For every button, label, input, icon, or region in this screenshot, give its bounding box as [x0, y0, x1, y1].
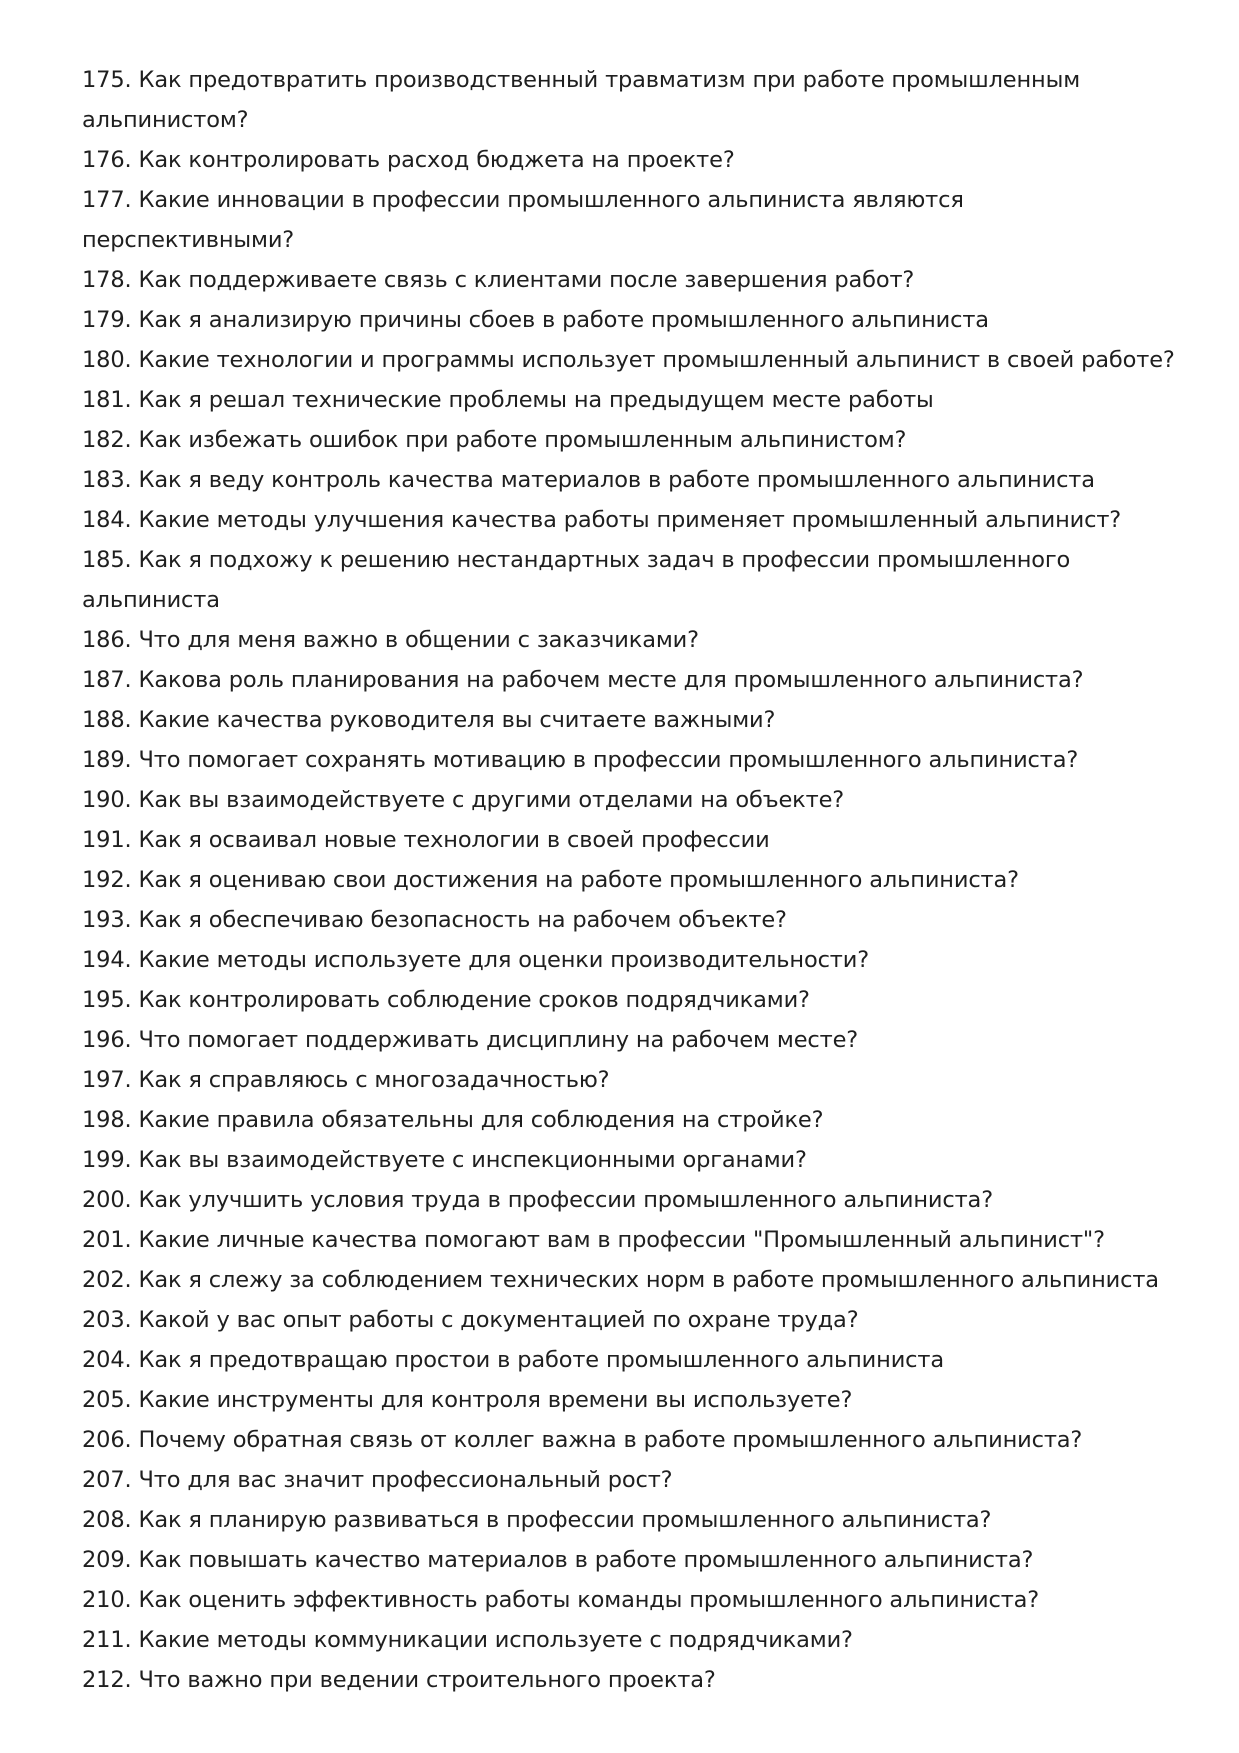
item-text: Как я планирую развиваться в профессии промышленного альпиниста?: [138, 1507, 992, 1533]
item-number: 197.: [82, 1067, 132, 1093]
item-text: Как улучшить условия труда в профессии промышленного альпиниста?: [138, 1187, 993, 1213]
list-item: [82, 660, 1182, 700]
item-number: 206.: [82, 1427, 132, 1453]
item-number: 196.: [82, 1027, 132, 1053]
list-item: [82, 1540, 1182, 1580]
list-item: [82, 980, 1182, 1020]
item-number: 194.: [82, 947, 132, 973]
item-text: Какие методы используете для оценки производительности?: [138, 947, 870, 973]
list-item: [82, 620, 1182, 660]
item-number: 203.: [82, 1307, 132, 1333]
item-text: Что для вас значит профессиональный рост?: [138, 1467, 673, 1493]
item-text: Как поддерживаете связь с клиентами после завершения работ?: [138, 267, 915, 293]
item-number: 209.: [82, 1547, 132, 1573]
item-text: Что помогает поддерживать дисциплину на рабочем месте?: [138, 1027, 859, 1053]
list-item: [82, 140, 1182, 180]
item-number: 183.: [82, 467, 132, 493]
list-item: [82, 1420, 1182, 1460]
list-item: [82, 940, 1182, 980]
item-text: Какие методы коммуникации используете с подрядчиками?: [138, 1627, 853, 1653]
item-text: Как контролировать соблюдение сроков подрядчиками?: [138, 987, 810, 1013]
item-text: Как я слежу за соблюдением технических норм в работе промышленного альпиниста: [138, 1267, 1159, 1293]
item-number: 195.: [82, 987, 132, 1013]
item-text: Как я оцениваю свои достижения на работе промышленного альпиниста?: [138, 867, 1019, 893]
list-item: [82, 1100, 1182, 1140]
item-text: Как я осваивал новые технологии в своей профессии: [138, 827, 770, 853]
list-item: [82, 1140, 1182, 1180]
item-text: Как я предотвращаю простои в работе промышленного альпиниста: [138, 1347, 944, 1373]
list-item: [82, 1460, 1182, 1500]
list-item: [82, 740, 1182, 780]
item-text: Какие правила обязательны для соблюдения на стройке?: [138, 1107, 824, 1133]
item-number: 193.: [82, 907, 132, 933]
list-item: [82, 860, 1182, 900]
item-text: Как избежать ошибок при работе промышленным альпинистом?: [138, 427, 907, 453]
item-number: 192.: [82, 867, 132, 893]
item-number: 185.: [82, 547, 132, 573]
item-text: Как вы взаимодействуете с инспекционными органами?: [138, 1147, 807, 1173]
item-text: Как я решал технические проблемы на предыдущем месте работы: [138, 387, 934, 413]
list-item: [82, 1660, 1182, 1700]
list-item: [82, 1500, 1182, 1540]
item-text: Что важно при ведении строительного проекта?: [138, 1667, 716, 1693]
item-text: Как я обеспечиваю безопасность на рабочем объекте?: [138, 907, 787, 933]
question-list: [82, 60, 1182, 1700]
item-text: Что помогает сохранять мотивацию в профессии промышленного альпиниста?: [138, 747, 1079, 773]
item-text: Как контролировать расход бюджета на проекте?: [138, 147, 735, 173]
item-number: 186.: [82, 627, 132, 653]
list-item: [82, 60, 1182, 140]
list-item: [82, 820, 1182, 860]
list-item: [82, 340, 1182, 380]
item-text: Как вы взаимодействуете с другими отделами на объекте?: [138, 787, 845, 813]
item-number: 201.: [82, 1227, 132, 1253]
item-text: Какой у вас опыт работы с документацией по охране труда?: [138, 1307, 859, 1333]
list-item: [82, 900, 1182, 940]
list-item: [82, 500, 1182, 540]
item-number: 177.: [82, 187, 132, 213]
item-text: Как повышать качество материалов в работе промышленного альпиниста?: [138, 1547, 1034, 1573]
item-number: 198.: [82, 1107, 132, 1133]
list-item: [82, 1580, 1182, 1620]
item-text: Как я подхожу к решению нестандартных задач в профессии промышленного альпиниста: [82, 547, 1071, 613]
item-number: 205.: [82, 1387, 132, 1413]
item-text: Как я анализирую причины сбоев в работе промышленного альпиниста: [138, 307, 989, 333]
item-number: 204.: [82, 1347, 132, 1373]
item-text: Какие инструменты для контроля времени вы используете?: [138, 1387, 853, 1413]
item-number: 200.: [82, 1187, 132, 1213]
item-number: 175.: [82, 67, 132, 93]
item-text: Почему обратная связь от коллег важна в работе промышленного альпиниста?: [138, 1427, 1083, 1453]
list-item: [82, 1340, 1182, 1380]
item-text: Какие методы улучшения качества работы применяет промышленный альпинист?: [138, 507, 1122, 533]
item-text: Как предотвратить производственный травматизм при работе промышленным альпинистом?: [82, 67, 1081, 133]
item-number: 191.: [82, 827, 132, 853]
item-number: 180.: [82, 347, 132, 373]
list-item: [82, 460, 1182, 500]
list-item: [82, 260, 1182, 300]
item-number: 181.: [82, 387, 132, 413]
item-text: Какие инновации в профессии промышленного альпиниста являются перспективными?: [82, 187, 964, 253]
item-text: Какие личные качества помогают вам в профессии "Промышленный альпинист"?: [138, 1227, 1105, 1253]
list-item: [82, 540, 1182, 620]
item-text: Какие качества руководителя вы считаете важными?: [138, 707, 776, 733]
item-number: 189.: [82, 747, 132, 773]
item-number: 202.: [82, 1267, 132, 1293]
list-item: [82, 300, 1182, 340]
item-text: Какие технологии и программы использует промышленный альпинист в своей работе?: [138, 347, 1175, 373]
item-number: 212.: [82, 1667, 132, 1693]
item-number: 182.: [82, 427, 132, 453]
item-number: 211.: [82, 1627, 132, 1653]
list-item: [82, 1020, 1182, 1060]
item-text: Как я справляюсь с многозадачностью?: [138, 1067, 610, 1093]
item-number: 178.: [82, 267, 132, 293]
list-item: [82, 700, 1182, 740]
item-number: 187.: [82, 667, 132, 693]
item-number: 190.: [82, 787, 132, 813]
item-number: 176.: [82, 147, 132, 173]
list-item: [82, 1620, 1182, 1660]
list-item: [82, 380, 1182, 420]
item-text: Какова роль планирования на рабочем месте для промышленного альпиниста?: [138, 667, 1084, 693]
item-number: 188.: [82, 707, 132, 733]
list-item: [82, 1260, 1182, 1300]
item-number: 208.: [82, 1507, 132, 1533]
item-number: 184.: [82, 507, 132, 533]
list-item: [82, 420, 1182, 460]
list-item: [82, 1380, 1182, 1420]
item-text: Как я веду контроль качества материалов в работе промышленного альпиниста: [138, 467, 1095, 493]
item-number: 210.: [82, 1587, 132, 1613]
item-text: Как оценить эффективность работы команды промышленного альпиниста?: [138, 1587, 1040, 1613]
list-item: [82, 1220, 1182, 1260]
list-item: [82, 1180, 1182, 1220]
item-number: 179.: [82, 307, 132, 333]
list-item: [82, 1060, 1182, 1100]
item-number: 199.: [82, 1147, 132, 1173]
list-item: [82, 780, 1182, 820]
item-number: 207.: [82, 1467, 132, 1493]
item-text: Что для меня важно в общении с заказчиками?: [138, 627, 699, 653]
list-item: [82, 180, 1182, 260]
list-item: [82, 1300, 1182, 1340]
